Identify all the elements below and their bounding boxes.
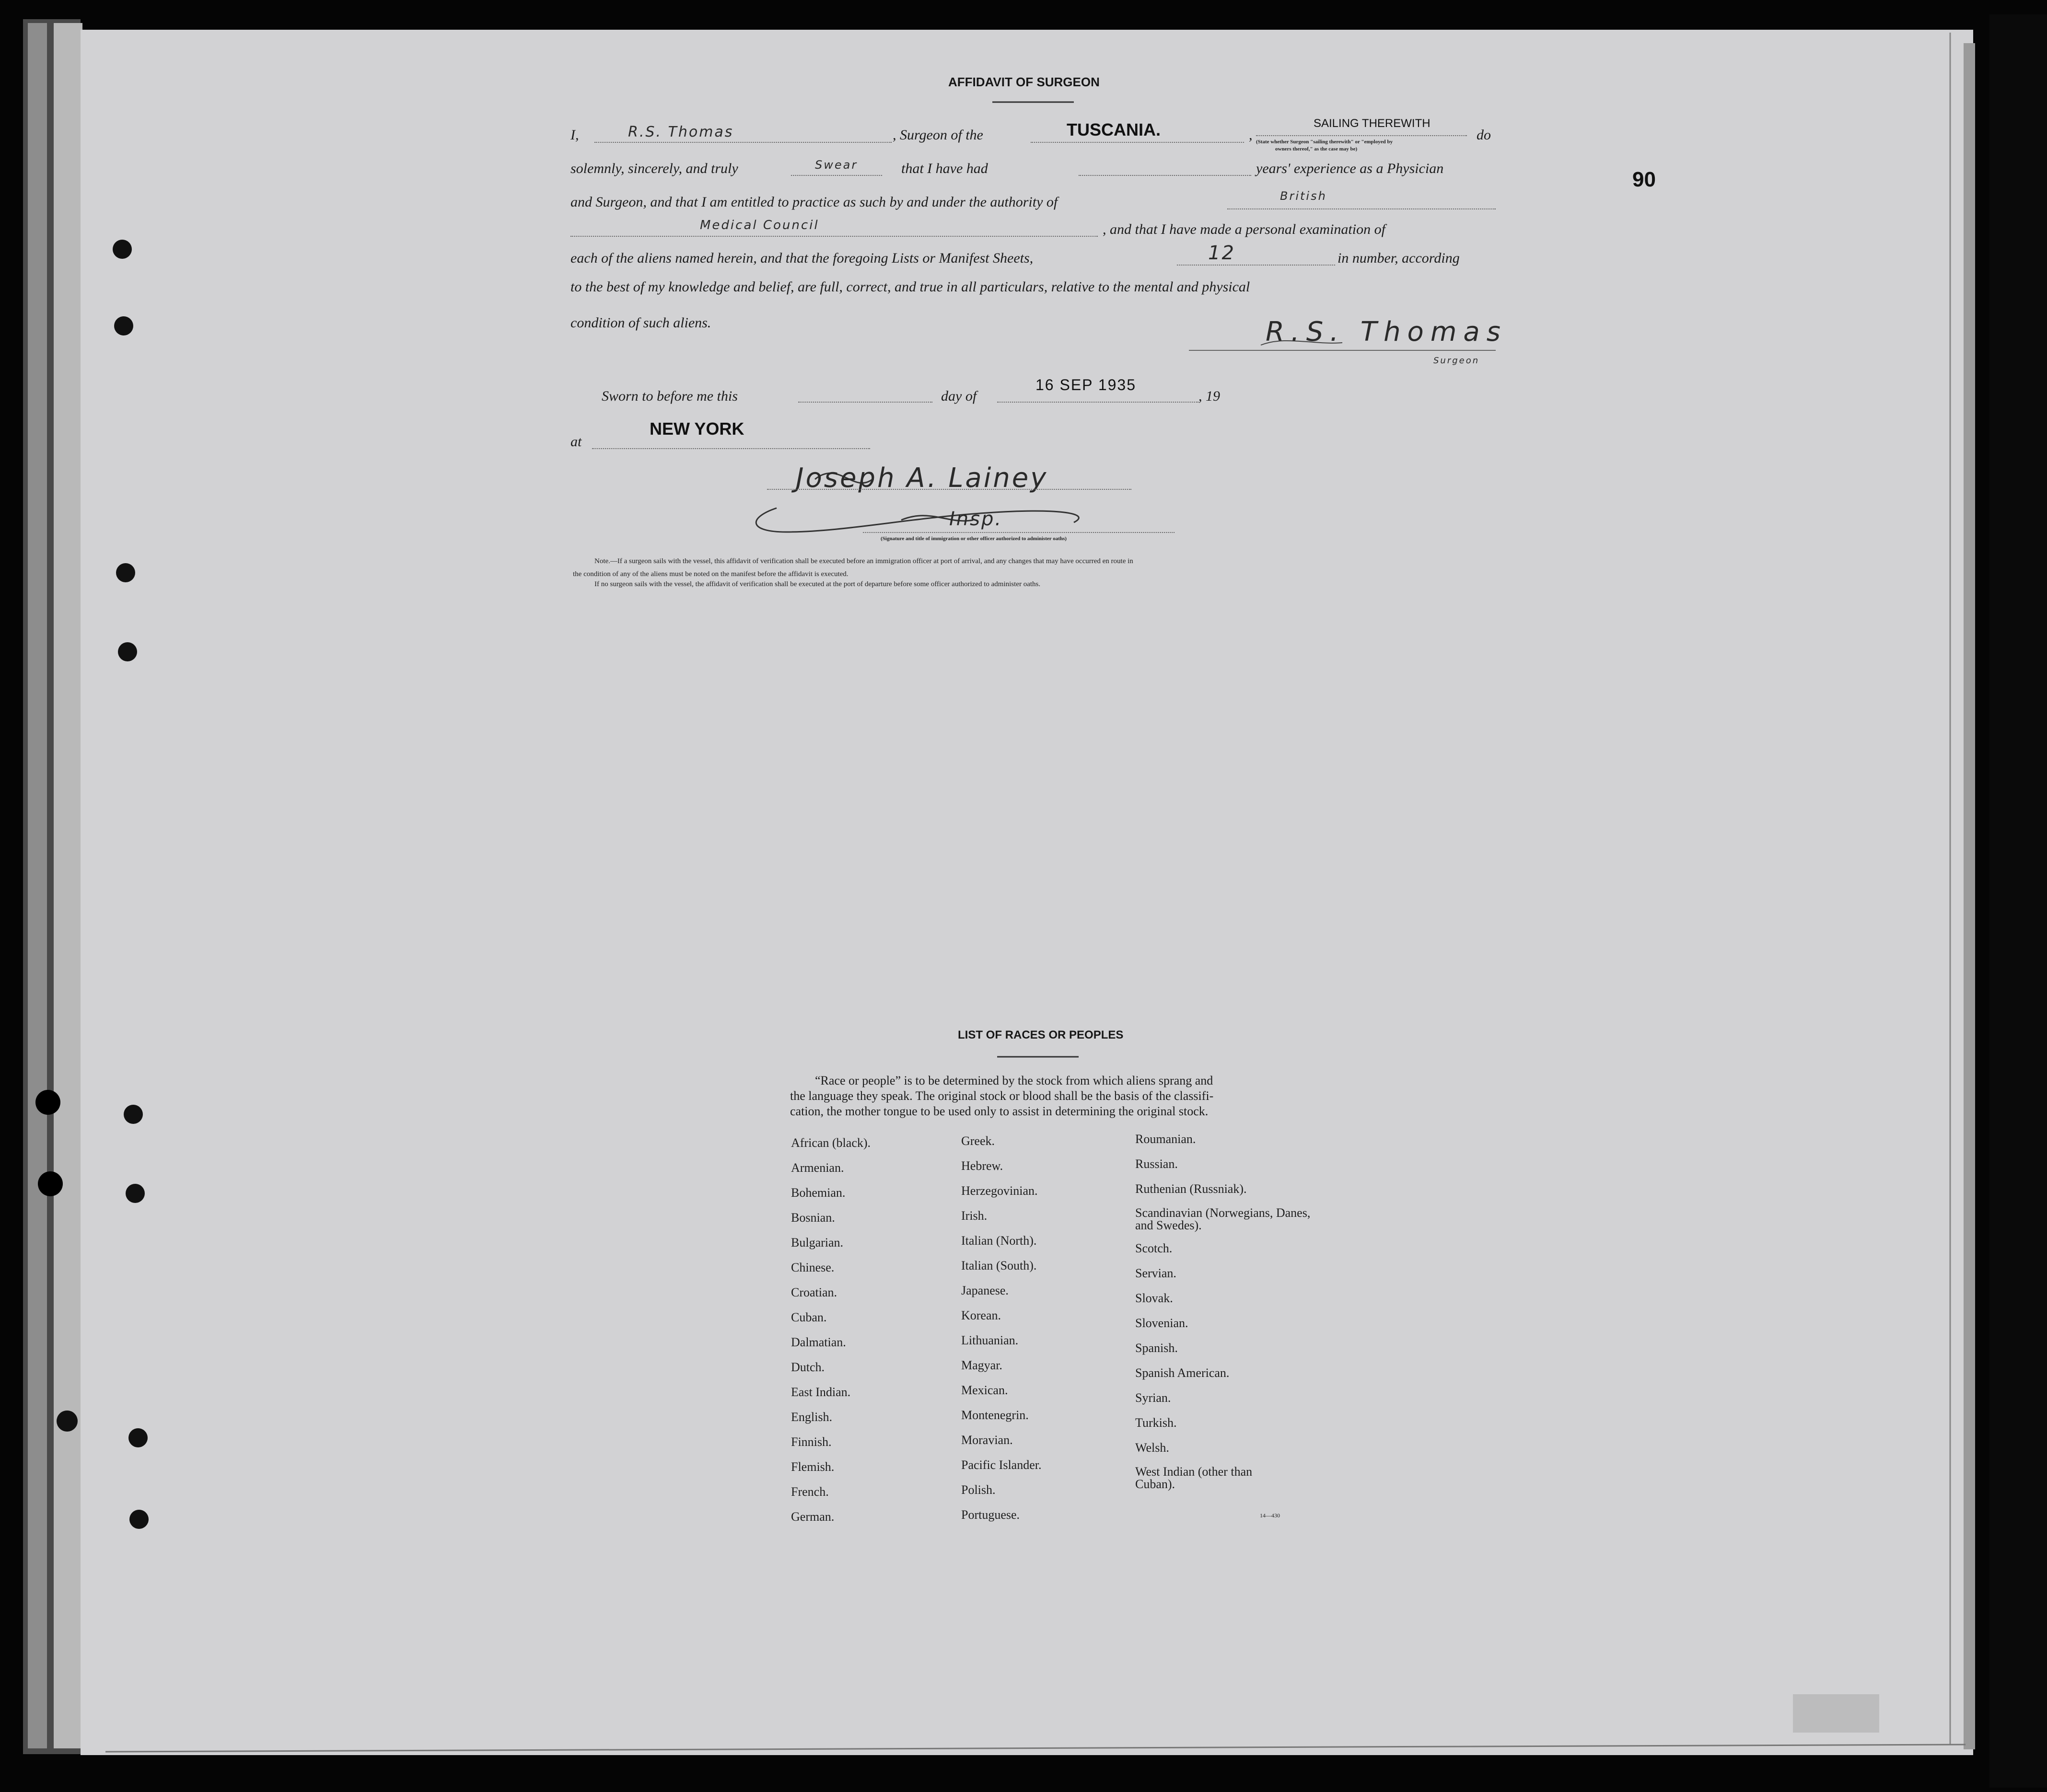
punch-hole xyxy=(124,1105,143,1124)
officer-signature: Joseph A. Lainey xyxy=(796,462,1048,494)
race-item: Korean. xyxy=(961,1308,1001,1322)
sailing-status: SAILING THEREWITH xyxy=(1314,117,1431,130)
line2-start: solemnly, sincerely, and truly xyxy=(570,161,738,176)
vessel-name: TUSCANIA. xyxy=(1067,120,1161,139)
punch-hole xyxy=(128,1428,148,1447)
race-item: Armenian. xyxy=(791,1161,844,1175)
page-number: 90 xyxy=(1632,168,1656,191)
race-item: German. xyxy=(791,1510,835,1524)
line7: condition of such aliens. xyxy=(570,315,711,331)
races-column-3 xyxy=(1135,1132,1317,1500)
note-line-2: the condition of any of the aliens must be noted on the manifest before the affidavit is executed. xyxy=(573,570,849,578)
race-item: Dalmatian. xyxy=(791,1335,846,1349)
race-item: Polish. xyxy=(961,1483,996,1497)
race-item: Italian (North). xyxy=(961,1234,1037,1248)
races-column-1 xyxy=(791,1136,871,1535)
race-item: English. xyxy=(791,1410,832,1424)
punch-hole xyxy=(129,1510,149,1529)
line3: and Surgeon, and that I am entitled to practice as such by and under the authority of xyxy=(570,194,1058,210)
race-item: African (black). xyxy=(791,1136,871,1150)
authority-1: British xyxy=(1280,189,1327,203)
race-item: Portuguese. xyxy=(961,1508,1020,1522)
sworn-date-stamp: 16 SEP 1935 xyxy=(1035,376,1137,393)
punch-hole xyxy=(116,563,135,582)
officer-title: Insp. xyxy=(949,508,1003,530)
punch-hole xyxy=(113,240,132,259)
line1-i: I, xyxy=(570,127,579,143)
sworn-year: , 19 xyxy=(1198,388,1220,404)
race-item: Pacific Islander. xyxy=(961,1458,1042,1472)
race-item: Roumanian. xyxy=(1135,1132,1196,1146)
race-item: Croatian. xyxy=(791,1285,837,1299)
punch-hole xyxy=(38,1171,63,1196)
race-item: Bulgarian. xyxy=(791,1236,844,1249)
affidavit-title: AFFIDAVIT OF SURGEON xyxy=(948,75,1100,89)
race-item: Bohemian. xyxy=(791,1186,846,1200)
at-label: at xyxy=(570,434,582,450)
race-item: Ruthenian (Russniak). xyxy=(1135,1182,1247,1196)
race-item: Montenegrin. xyxy=(961,1408,1029,1422)
race-item: Moravian. xyxy=(961,1433,1013,1447)
race-item: Magyar. xyxy=(961,1358,1002,1372)
race-item: Slovak. xyxy=(1135,1291,1173,1305)
race-item: Lithuanian. xyxy=(961,1333,1019,1347)
note-line-3: If no surgeon sails with the vessel, the affidavit of verification shall be executed at the port of departure before some officer authorized to administer oaths. xyxy=(594,580,1041,588)
punch-hole xyxy=(57,1410,78,1432)
race-item: Bosnian. xyxy=(791,1211,835,1225)
line1-mid: , Surgeon of the xyxy=(893,127,983,143)
race-item: Spanish American. xyxy=(1135,1366,1230,1380)
punch-hole xyxy=(35,1090,60,1115)
sworn-day: day of xyxy=(941,388,977,404)
race-item: Italian (South). xyxy=(961,1259,1037,1272)
races-column-2 xyxy=(961,1134,1042,1533)
race-item: Scotch. xyxy=(1135,1241,1173,1255)
line6: to the best of my knowledge and belief, are full, correct, and true in all particulars, relative to the mental and physical xyxy=(570,279,1250,295)
punch-hole xyxy=(118,642,137,661)
surgeon-label: Surgeon xyxy=(1433,356,1480,366)
comma: , xyxy=(1249,127,1253,143)
races-title: LIST OF RACES OR PEOPLES xyxy=(958,1029,1124,1041)
race-item: Irish. xyxy=(961,1209,988,1223)
race-item: Scandinavian (Norwegians, Danes, and Swedes). xyxy=(1135,1206,1311,1232)
line5-end: in number, according xyxy=(1338,250,1460,266)
races-intro-2: the language they speak. The original stock or blood shall be the basis of the classifi- xyxy=(790,1089,1214,1103)
race-item: Hebrew. xyxy=(961,1159,1003,1173)
note-line-1: Note.—If a surgeon sails with the vessel, this affidavit of verification shall be executed before an immigration officer at port of arrival, and any changes that may have occurred en route in xyxy=(594,557,1133,565)
sheets-count: 12 xyxy=(1208,242,1235,264)
race-item: Greek. xyxy=(961,1134,995,1148)
sworn-start: Sworn to before me this xyxy=(602,388,738,404)
race-item: Russian. xyxy=(1135,1157,1178,1171)
race-item: Mexican. xyxy=(961,1383,1008,1397)
line4-end: , and that I have made a personal examination of xyxy=(1103,221,1385,237)
punch-hole xyxy=(126,1184,145,1203)
race-item: Herzegovinian. xyxy=(961,1184,1038,1198)
race-item: Flemish. xyxy=(791,1460,835,1474)
race-item: Slovenian. xyxy=(1135,1316,1188,1330)
line2-end: years' experience as a Physician xyxy=(1256,161,1444,176)
race-item: East Indian. xyxy=(791,1385,851,1399)
oath-type: Swear xyxy=(815,158,858,172)
state-note-1: (State whether Surgeon "sailing therewith" or "employed by xyxy=(1256,139,1393,145)
race-item: Welsh. xyxy=(1135,1441,1169,1455)
line2-mid: that I have had xyxy=(901,161,988,176)
race-item: Finnish. xyxy=(791,1435,832,1449)
authority-2: Medical Council xyxy=(700,218,819,232)
race-item: West Indian (other than Cuban). xyxy=(1135,1465,1253,1491)
surgeon-name: R.S. Thomas xyxy=(628,124,734,140)
race-item: Dutch. xyxy=(791,1360,825,1374)
officer-caption: (Signature and title of immigration or other officer authorized to administer oaths) xyxy=(881,536,1067,542)
punch-hole xyxy=(114,316,133,335)
surgeon-signature: R.S. Thomas xyxy=(1266,316,1507,347)
races-intro-3: cation, the mother tongue to be used only to assist in determining the original stock. xyxy=(790,1104,1209,1118)
race-item: French. xyxy=(791,1485,829,1499)
race-item: Syrian. xyxy=(1135,1391,1171,1405)
race-item: Chinese. xyxy=(791,1260,835,1274)
race-item: Japanese. xyxy=(961,1283,1009,1297)
place-stamp: NEW YORK xyxy=(650,419,744,439)
line5-start: each of the aliens named herein, and that the foregoing Lists or Manifest Sheets, xyxy=(570,250,1034,266)
race-item: Spanish. xyxy=(1135,1341,1178,1355)
state-note-2: owners thereof," as the case may be) xyxy=(1275,146,1358,152)
form-code: 14—430 xyxy=(1260,1512,1280,1519)
line1-end: do xyxy=(1477,127,1491,143)
race-item: Turkish. xyxy=(1135,1416,1177,1430)
race-item: Cuban. xyxy=(791,1310,827,1324)
race-item: Servian. xyxy=(1135,1266,1176,1280)
races-intro-1: “Race or people” is to be determined by the stock from which aliens sprang and xyxy=(815,1074,1213,1087)
